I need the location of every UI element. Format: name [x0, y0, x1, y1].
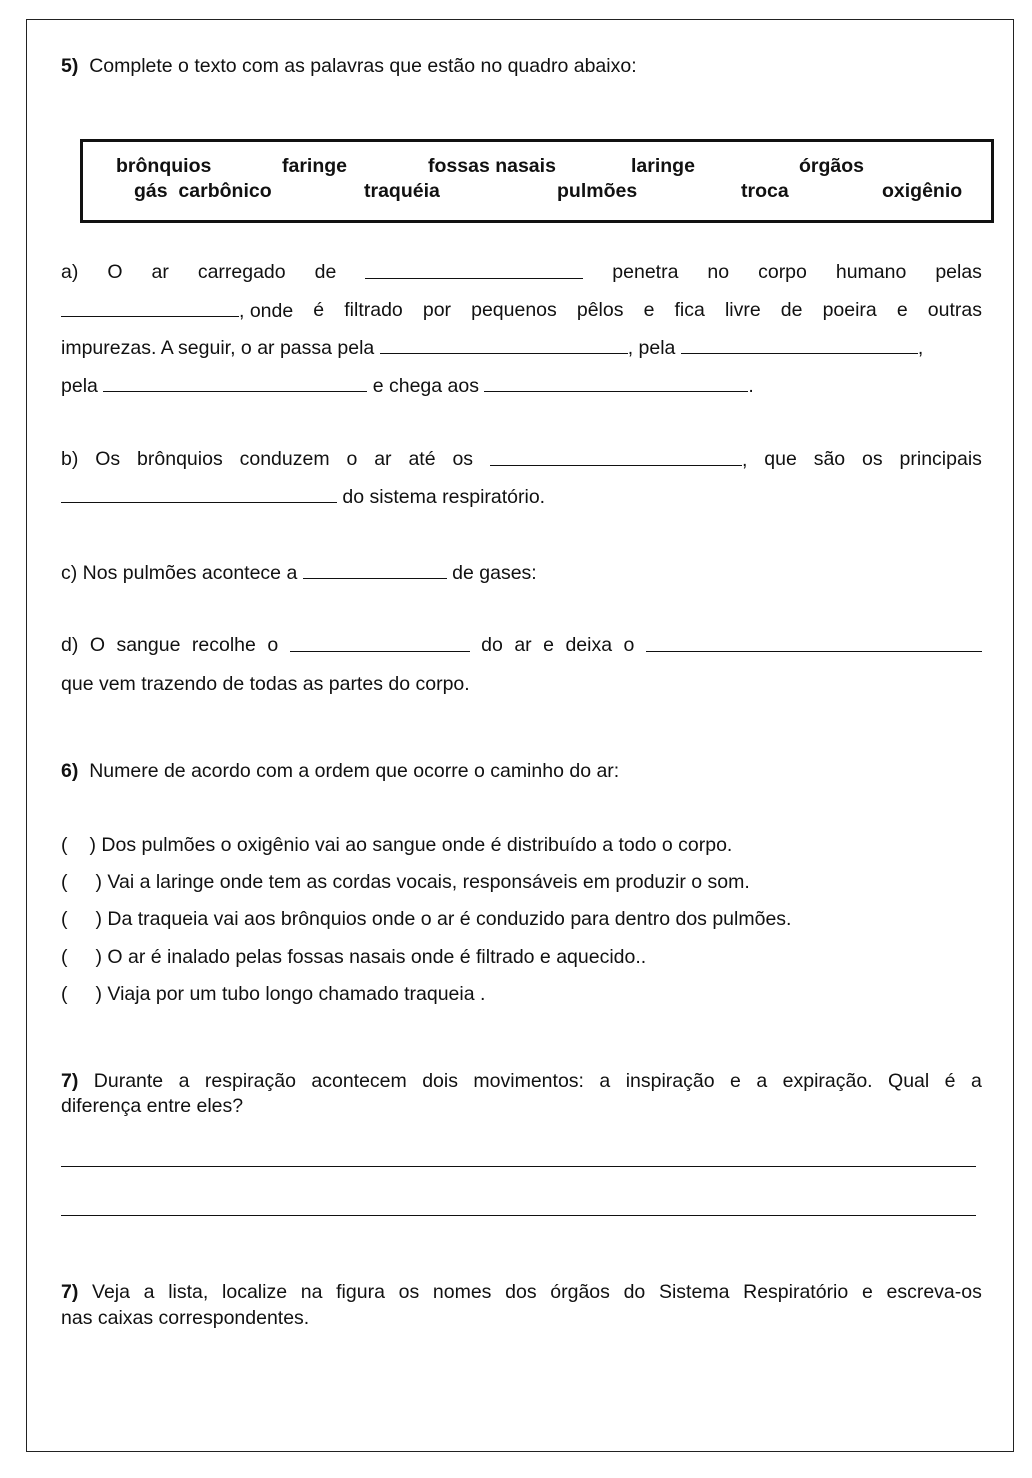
q5b-line1: b) Os brônquios conduzem o ar até os , que são os principais — [61, 448, 982, 471]
q5c-line: c) Nos pulmões acontece a de gases: — [61, 562, 537, 584]
word-item: traquéia — [364, 180, 440, 202]
q7a-line1: 7) Durante a respiração acontecem dois movimentos: a inspiração e a expiração. Qual é a — [61, 1070, 982, 1092]
blank-field[interactable] — [646, 633, 982, 652]
blank-field[interactable] — [365, 260, 583, 279]
blank-field[interactable] — [61, 484, 337, 503]
word-item: órgãos — [799, 155, 865, 177]
blank-field[interactable] — [103, 373, 367, 392]
word-bank-box — [80, 139, 994, 223]
word-item: brônquios — [116, 155, 212, 177]
q5-heading: 5) Complete o texto com as palavras que estão no quadro abaixo: — [61, 55, 637, 77]
q5b-line2: do sistema respiratório. — [61, 484, 545, 509]
q6-item[interactable]: ( ) Viaja por um tubo longo chamado traqueia . — [61, 983, 486, 1005]
q6-item[interactable]: ( ) Da traqueia vai aos brônquios onde o ar é conduzido para dentro dos pulmões. — [61, 908, 792, 930]
q6-item[interactable]: ( ) Dos pulmões o oxigênio vai ao sangue onde é distribuído a todo o corpo. — [61, 834, 733, 856]
word-item: faringe — [282, 155, 348, 177]
word-item: pulmões — [557, 180, 638, 202]
word-item: fossas nasais — [428, 155, 556, 177]
word-item: gás carbônico — [134, 180, 272, 202]
blank-field[interactable] — [290, 633, 470, 652]
q6-item[interactable]: ( ) O ar é inalado pelas fossas nasais onde é filtrado e aquecido.. — [61, 946, 647, 968]
page-border — [26, 19, 1014, 1452]
q5d-line1: d) O sangue recolhe o do ar e deixa o — [61, 633, 982, 657]
q5a-line3: impurezas. A seguir, o ar passa pela , pela , — [61, 337, 924, 359]
q5a-line1: a) O ar carregado de penetra no corpo humano pelas — [61, 261, 982, 283]
blank-field[interactable] — [380, 335, 628, 354]
answer-line[interactable] — [61, 1166, 976, 1167]
q5d-line2: que vem trazendo de todas as partes do corpo. — [61, 673, 470, 695]
word-item: laringe — [631, 155, 695, 177]
blank-field[interactable] — [303, 560, 447, 579]
q7b-line2: nas caixas correspondentes. — [61, 1307, 310, 1329]
blank-field[interactable] — [61, 298, 239, 317]
blank-field[interactable] — [484, 373, 748, 392]
blank-field[interactable] — [490, 447, 742, 466]
q5a-line2: , onde é filtrado por pequenos pêlos e fica livre de poeira e outras — [61, 298, 982, 323]
blank-field[interactable] — [681, 335, 918, 354]
word-item: troca — [741, 180, 789, 202]
word-item: oxigênio — [882, 180, 963, 202]
q7a-line2: diferença entre eles? — [61, 1095, 244, 1117]
q7b-line1: 7) Veja a lista, localize na figura os nomes dos órgãos do Sistema Respiratório e escreva-os — [61, 1281, 982, 1303]
q6-item[interactable]: ( ) Vai a laringe onde tem as cordas vocais, responsáveis em produzir o som. — [61, 871, 750, 893]
answer-line[interactable] — [61, 1215, 976, 1216]
q6-heading: 6) Numere de acordo com a ordem que ocorre o caminho do ar: — [61, 760, 620, 782]
q5a-line4: pela e chega aos . — [61, 375, 754, 397]
